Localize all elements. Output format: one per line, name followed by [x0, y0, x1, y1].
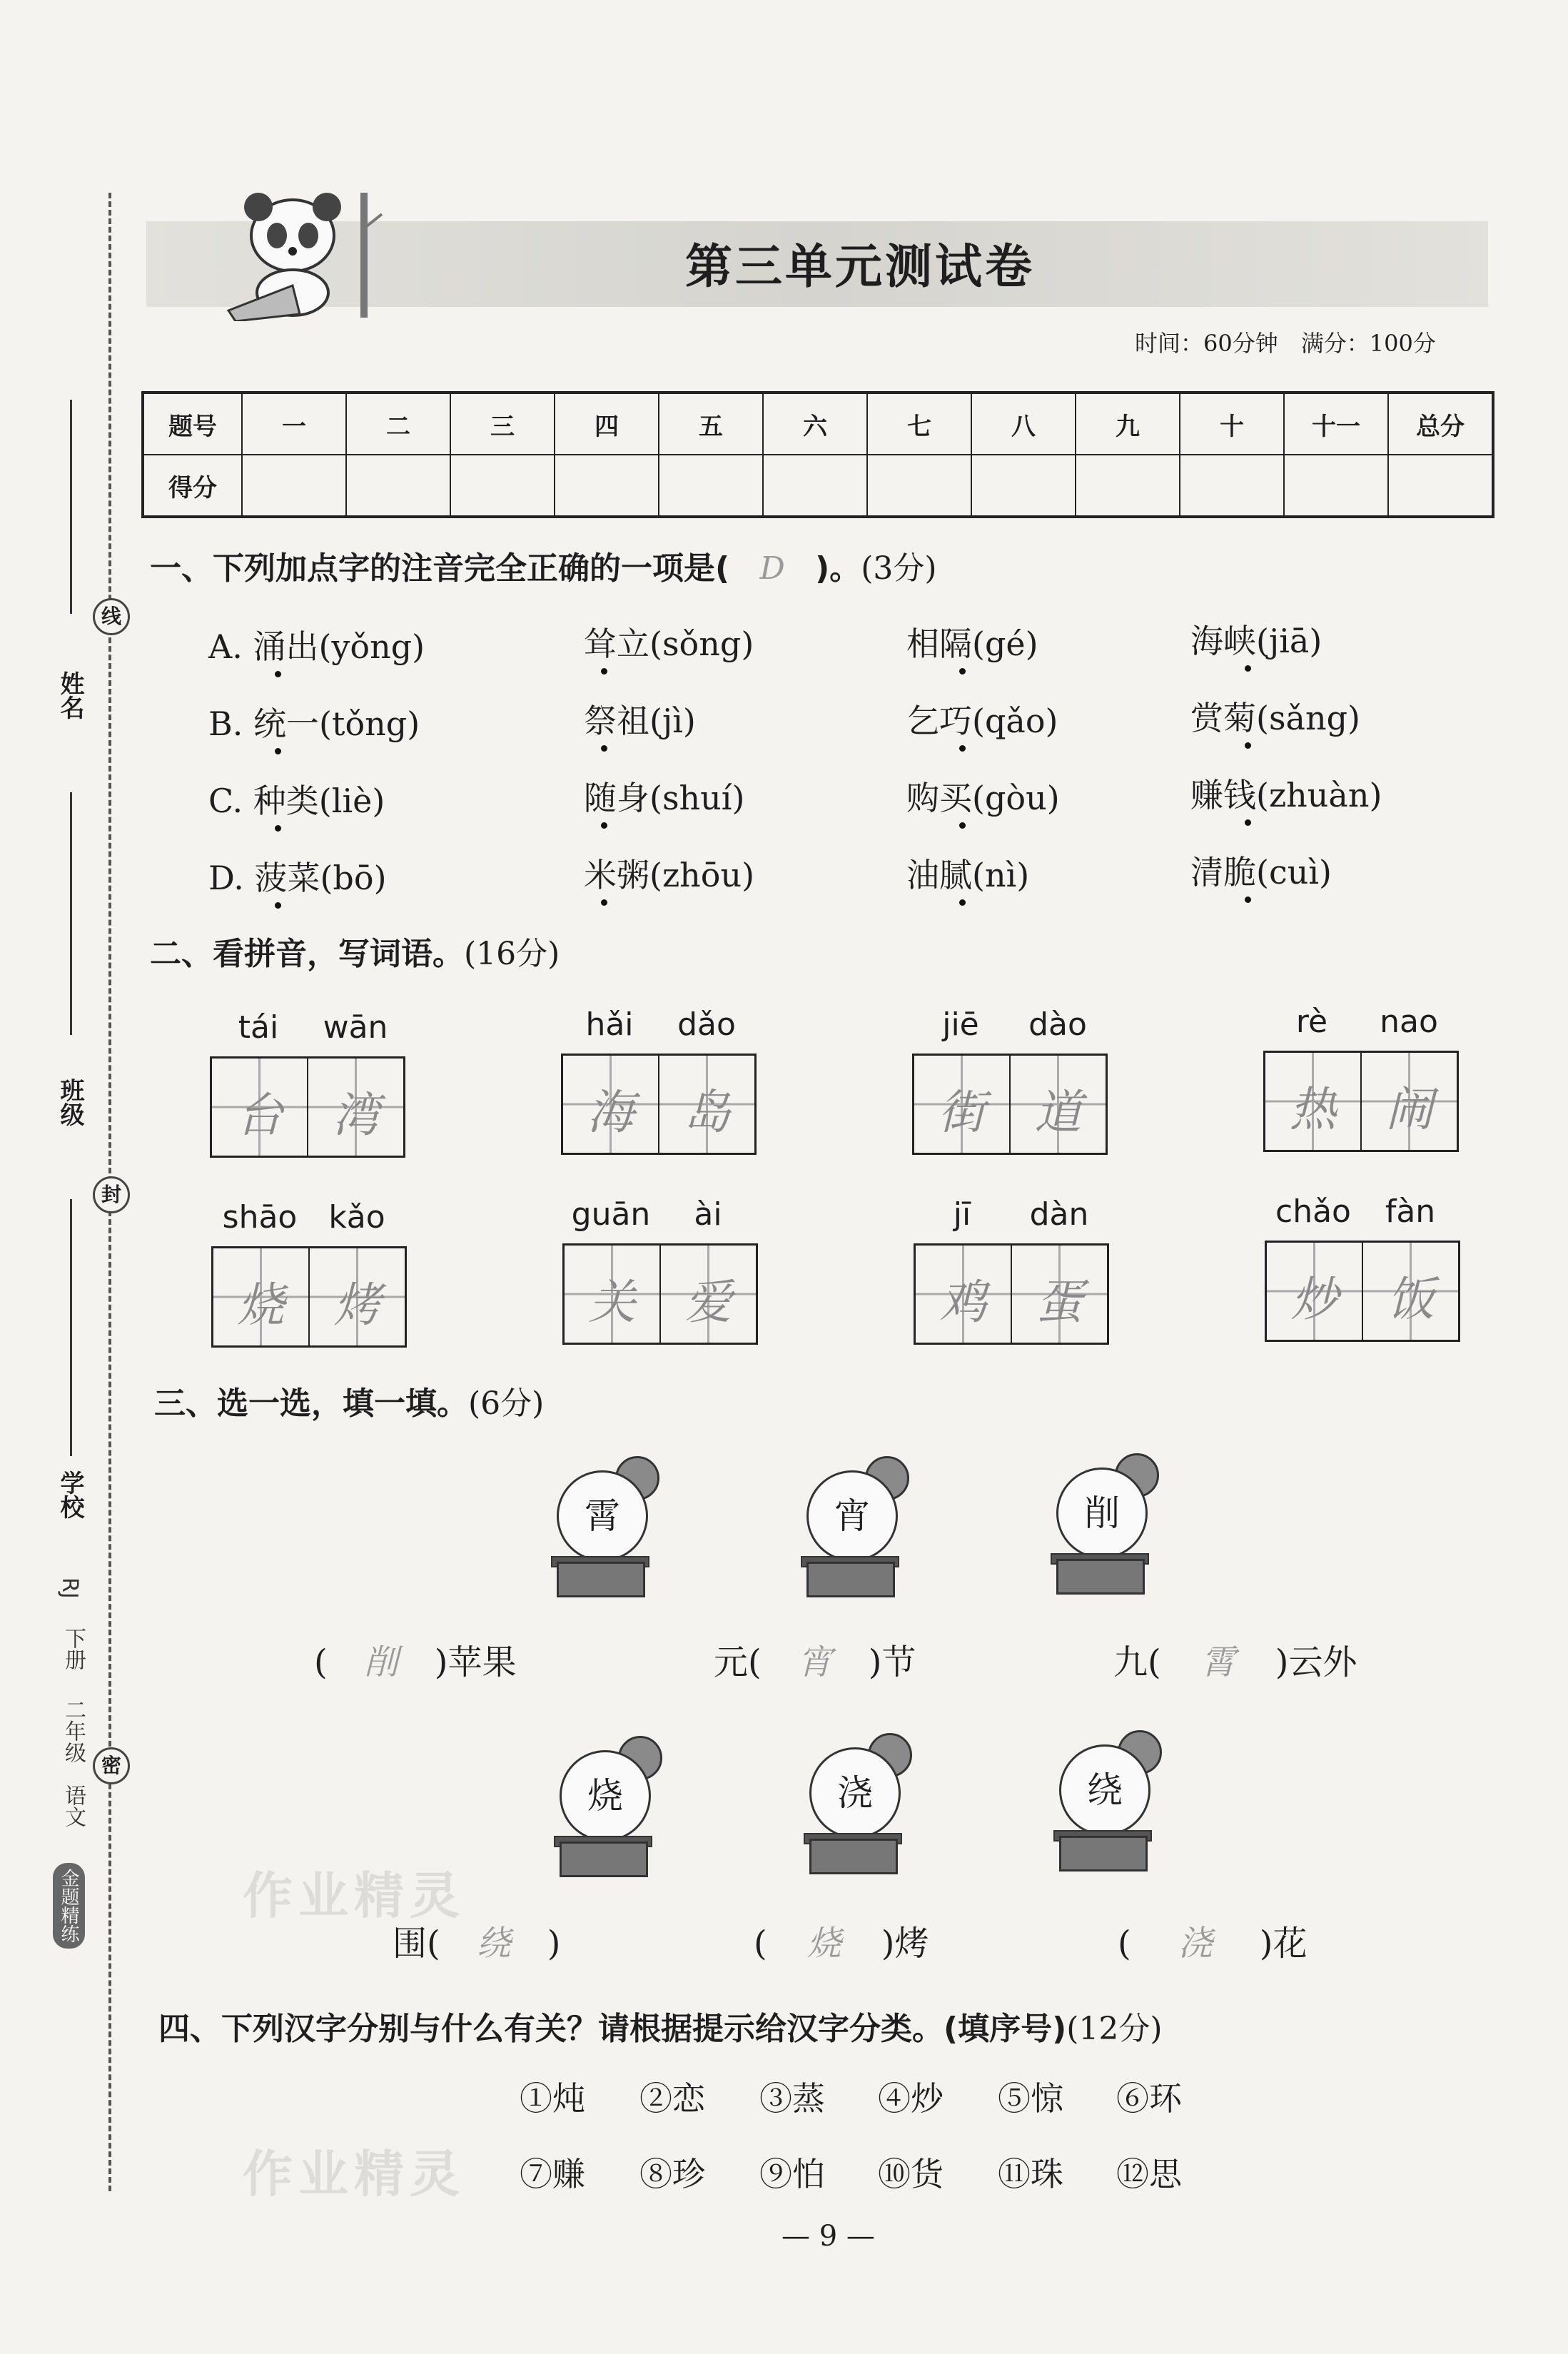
score-cell[interactable] [242, 455, 346, 517]
fill-post: ) [547, 1924, 561, 1964]
pinyin: dào [1028, 1006, 1087, 1043]
pinyin: shāo [222, 1199, 298, 1236]
written-char: 关 [588, 1275, 636, 1330]
classify-char: ⑨怕 [759, 2155, 825, 2193]
pot-body [560, 1842, 648, 1877]
written-char: 饭 [1387, 1272, 1435, 1327]
emphasis-dot [959, 899, 966, 906]
col-header: 十 [1180, 393, 1284, 455]
classify-char: ②恋 [639, 2079, 705, 2118]
pinyin: jiē [942, 1006, 979, 1043]
fill-answer[interactable]: 霄 [1200, 1642, 1235, 1682]
option-c-4: 赚钱(zhuàn) [1190, 776, 1382, 814]
name-blank-line[interactable] [70, 400, 72, 614]
option-b-3: 乞巧(qǎo) [906, 702, 1058, 740]
score-cell[interactable] [450, 455, 555, 517]
fill-blank [1113, 1635, 1357, 1684]
col-header: 二 [346, 393, 450, 455]
option-a-1: A. 涌出(yǒng) [208, 627, 425, 666]
pot-body [1059, 1836, 1148, 1871]
tian-cell[interactable] [916, 1246, 1012, 1343]
subject-rj: RJ [57, 1577, 82, 1599]
score-cell[interactable] [1180, 455, 1284, 517]
written-char: 道 [1034, 1085, 1082, 1140]
school-label: 学校 [56, 1470, 84, 1519]
section2-heading-text: 二、看拼音，写词语。 [150, 936, 464, 972]
tian-cell[interactable] [661, 1246, 756, 1343]
written-char: 岛 [683, 1085, 731, 1140]
cactus-char: 绕 [1059, 1744, 1150, 1836]
cactus-pot [1052, 1730, 1173, 1866]
tian-grid-box[interactable] [562, 1243, 758, 1345]
pinyin: jī [953, 1196, 971, 1233]
option-a-3: 相隔(gé) [906, 625, 1038, 663]
row-label-score: 得分 [143, 455, 242, 517]
tian-cell[interactable] [212, 1059, 308, 1156]
classify-char: ⑥环 [1116, 2079, 1182, 2118]
col-header: 八 [971, 393, 1076, 455]
class-blank-line[interactable] [70, 792, 72, 1035]
emphasis-dot [275, 902, 281, 909]
classify-char: ⑫思 [1116, 2155, 1182, 2193]
section2-heading [150, 928, 560, 974]
fill-answer[interactable]: 削 [363, 1642, 398, 1682]
name-label: 姓名 [56, 671, 84, 719]
pinyin: hǎi [585, 1006, 634, 1043]
score-table [141, 391, 1494, 518]
grade-label: 二年级 [61, 1699, 86, 1763]
pinyin: tái [238, 1009, 279, 1046]
cactus-pot [1049, 1453, 1170, 1589]
option-d-3: 油腻(nì) [906, 856, 1030, 894]
pinyin: chǎo [1275, 1193, 1351, 1230]
fill-post: )云外 [1275, 1642, 1357, 1682]
tian-cell[interactable] [563, 1056, 659, 1153]
section1-heading-end: )。 [815, 550, 861, 587]
seal-xian: 线 [93, 598, 130, 635]
tian-grid-box[interactable] [210, 1056, 405, 1158]
pinyin: rè [1295, 1004, 1328, 1040]
tian-grid-box[interactable] [1263, 1051, 1459, 1152]
written-char: 闹 [1385, 1082, 1433, 1137]
cactus-char: 浇 [809, 1747, 901, 1839]
classify-char: ⑩货 [878, 2155, 944, 2193]
pinyin: wān [323, 1009, 388, 1046]
written-char: 烤 [333, 1278, 381, 1333]
classify-char: ④炒 [878, 2079, 944, 2118]
emphasis-dot [959, 745, 966, 752]
panda-reading-icon [214, 186, 385, 321]
pinyin: guān [571, 1196, 651, 1233]
emphasis-dot [1245, 742, 1251, 749]
option-d-2: 米粥(zhōu) [584, 856, 755, 894]
seal-mi: 密 [93, 1747, 130, 1784]
brand-badge: 金题精练 [53, 1863, 85, 1949]
emphasis-dot [959, 668, 966, 675]
option-a-2: 耸立(sǒng) [584, 625, 754, 663]
school-blank-line[interactable] [70, 1199, 72, 1456]
cactus-char: 削 [1056, 1468, 1148, 1559]
score-cell[interactable] [1388, 455, 1493, 517]
emphasis-dot [1245, 819, 1251, 826]
emphasis-dot [959, 822, 966, 829]
section3-heading [154, 1378, 544, 1423]
section3-heading-text: 三、选一选，填一填。 [154, 1385, 468, 1422]
written-char: 烧 [237, 1278, 285, 1333]
tian-grid-box[interactable] [1265, 1241, 1460, 1342]
section1-heading-text: 一、下列加点字的注音完全正确的一项是( [150, 550, 730, 587]
tian-cell[interactable] [565, 1246, 661, 1343]
pinyin: ài [694, 1196, 722, 1233]
emphasis-dot [1245, 665, 1251, 672]
fill-blank [714, 1635, 916, 1684]
emphasis-dot [275, 748, 281, 754]
cactus-pot [802, 1733, 924, 1869]
emphasis-dot [601, 822, 607, 829]
emphasis-dot [275, 825, 281, 832]
section4-heading-text: 四、下列汉字分别与什么有关？请根据提示给汉字分类。(填序号) [158, 2011, 1067, 2047]
score-table-header-row [143, 393, 1493, 455]
option-c-3: 购买(gòu) [906, 779, 1060, 817]
pinyin: dàn [1029, 1196, 1089, 1233]
tian-cell[interactable] [1362, 1053, 1457, 1150]
fill-post: )节 [868, 1642, 916, 1682]
watermark: 作业精灵 [243, 1866, 465, 1925]
emphasis-dot [601, 899, 607, 906]
option-d-1: D. 菠菜(bō) [208, 859, 387, 897]
tian-cell[interactable] [1011, 1056, 1106, 1153]
tian-cell[interactable] [1363, 1243, 1458, 1340]
fill-answer[interactable]: 浇 [1178, 1924, 1213, 1964]
score-cell[interactable] [1076, 455, 1180, 517]
col-header: 四 [555, 393, 659, 455]
fill-answer[interactable]: 绕 [476, 1924, 511, 1964]
col-header: 九 [1076, 393, 1180, 455]
tian-cell[interactable] [1267, 1243, 1363, 1340]
option-b-1: B. 统一(tǒng) [208, 704, 420, 743]
tian-cell[interactable] [1012, 1246, 1107, 1343]
score-cell[interactable] [763, 455, 867, 517]
col-header: 一 [242, 393, 346, 455]
written-char: 台 [236, 1088, 283, 1143]
written-char: 街 [938, 1085, 986, 1140]
section3-points: (6分) [468, 1385, 545, 1422]
section2-points: (16分) [464, 936, 560, 972]
fill-pre: ( [754, 1924, 767, 1964]
pot-body [557, 1562, 645, 1597]
score-cell[interactable] [346, 455, 450, 517]
emphasis-dot [1245, 896, 1251, 903]
col-header: 三 [450, 393, 555, 455]
classify-char: ①炖 [520, 2079, 585, 2118]
page-number: — 9 — [782, 2220, 875, 2253]
section4-points: (12分) [1066, 2011, 1163, 2047]
classify-char: ③蒸 [759, 2079, 825, 2118]
classify-char: ⑤惊 [998, 2079, 1063, 2118]
fill-pre: ( [314, 1642, 328, 1682]
tian-grid-box[interactable] [561, 1054, 757, 1155]
option-d-4: 清脆(cuì) [1190, 853, 1332, 891]
option-c-2: 随身(shuí) [584, 779, 745, 817]
tian-grid-box[interactable] [211, 1246, 407, 1348]
cactus-pot [552, 1736, 674, 1871]
tian-cell[interactable] [914, 1056, 1011, 1153]
written-char: 海 [587, 1085, 634, 1140]
classify-char: ⑪珠 [998, 2155, 1063, 2193]
section1-answer[interactable]: D [759, 550, 785, 587]
score-cell[interactable] [555, 455, 659, 517]
fill-answer[interactable]: 烧 [806, 1924, 841, 1964]
col-header: 总分 [1388, 393, 1493, 455]
score-cell[interactable] [659, 455, 763, 517]
pinyin: fàn [1385, 1193, 1436, 1230]
seal-feng: 封 [93, 1176, 130, 1213]
fill-pre: 九( [1113, 1642, 1161, 1682]
classify-char: ⑦赚 [520, 2155, 585, 2193]
cactus-pot [799, 1456, 921, 1592]
row-label-question: 题号 [143, 393, 242, 455]
written-char: 爱 [684, 1275, 732, 1330]
class-label: 班级 [56, 1078, 84, 1126]
section1-points: (3分) [861, 550, 937, 587]
fill-post: )苹果 [434, 1642, 517, 1682]
watermark: 作业精灵 [243, 2145, 465, 2203]
pinyin: nao [1380, 1004, 1438, 1040]
volume-label: 下册 [61, 1627, 86, 1670]
cactus-char: 霄 [557, 1470, 648, 1562]
tian-cell[interactable] [213, 1248, 310, 1345]
tian-grid-box[interactable] [914, 1243, 1109, 1345]
section1-heading [150, 542, 937, 588]
fill-blank [1118, 1916, 1307, 1965]
col-header: 六 [763, 393, 867, 455]
cactus-char: 烧 [560, 1750, 651, 1842]
emphasis-dot [275, 671, 281, 677]
fill-blank [754, 1916, 929, 1965]
cactus-char: 宵 [806, 1470, 898, 1562]
col-header: 十一 [1284, 393, 1388, 455]
tian-cell[interactable] [659, 1056, 754, 1153]
fill-pre: 元( [714, 1642, 762, 1682]
option-b-2: 祭祖(jì) [584, 702, 696, 740]
tian-cell[interactable] [1265, 1053, 1362, 1150]
fill-pre: 围( [393, 1924, 440, 1964]
classify-char: ⑧珍 [639, 2155, 705, 2193]
pot-body [809, 1839, 898, 1874]
page-title: 第三单元测试卷 [685, 239, 1035, 294]
tian-cell[interactable] [308, 1059, 403, 1156]
subject-label: 语文 [61, 1784, 86, 1827]
time-info: 时间：60分钟 满分：100分 [1135, 330, 1436, 357]
section4-heading [158, 2003, 1163, 2049]
score-cell[interactable] [867, 455, 971, 517]
col-header: 七 [867, 393, 971, 455]
pot-body [806, 1562, 895, 1597]
written-char: 蛋 [1036, 1275, 1083, 1330]
pinyin: kǎo [328, 1199, 385, 1236]
tian-grid-box[interactable] [912, 1054, 1108, 1155]
fill-post: )烤 [881, 1924, 929, 1964]
option-b-4: 赏菊(sǎng) [1190, 699, 1360, 737]
fill-blank [314, 1635, 516, 1684]
fill-answer[interactable]: 宵 [797, 1642, 832, 1682]
emphasis-dot [601, 745, 607, 752]
written-char: 鸡 [939, 1275, 987, 1330]
written-char: 湾 [332, 1088, 380, 1143]
pinyin: dǎo [677, 1006, 736, 1043]
written-char: 炒 [1290, 1272, 1338, 1327]
pot-body [1056, 1559, 1145, 1595]
written-char: 热 [1289, 1082, 1337, 1137]
fill-post: )花 [1259, 1924, 1307, 1964]
fill-pre: ( [1118, 1924, 1131, 1964]
score-cell[interactable] [971, 455, 1076, 517]
col-header: 五 [659, 393, 763, 455]
option-a-4: 海峡(jiā) [1190, 622, 1322, 660]
cactus-pot [550, 1456, 671, 1592]
score-table-score-row [143, 455, 1493, 517]
tian-cell[interactable] [310, 1248, 405, 1345]
emphasis-dot [601, 668, 607, 675]
score-cell[interactable] [1284, 455, 1388, 517]
option-c-1: C. 种类(liè) [208, 782, 385, 820]
